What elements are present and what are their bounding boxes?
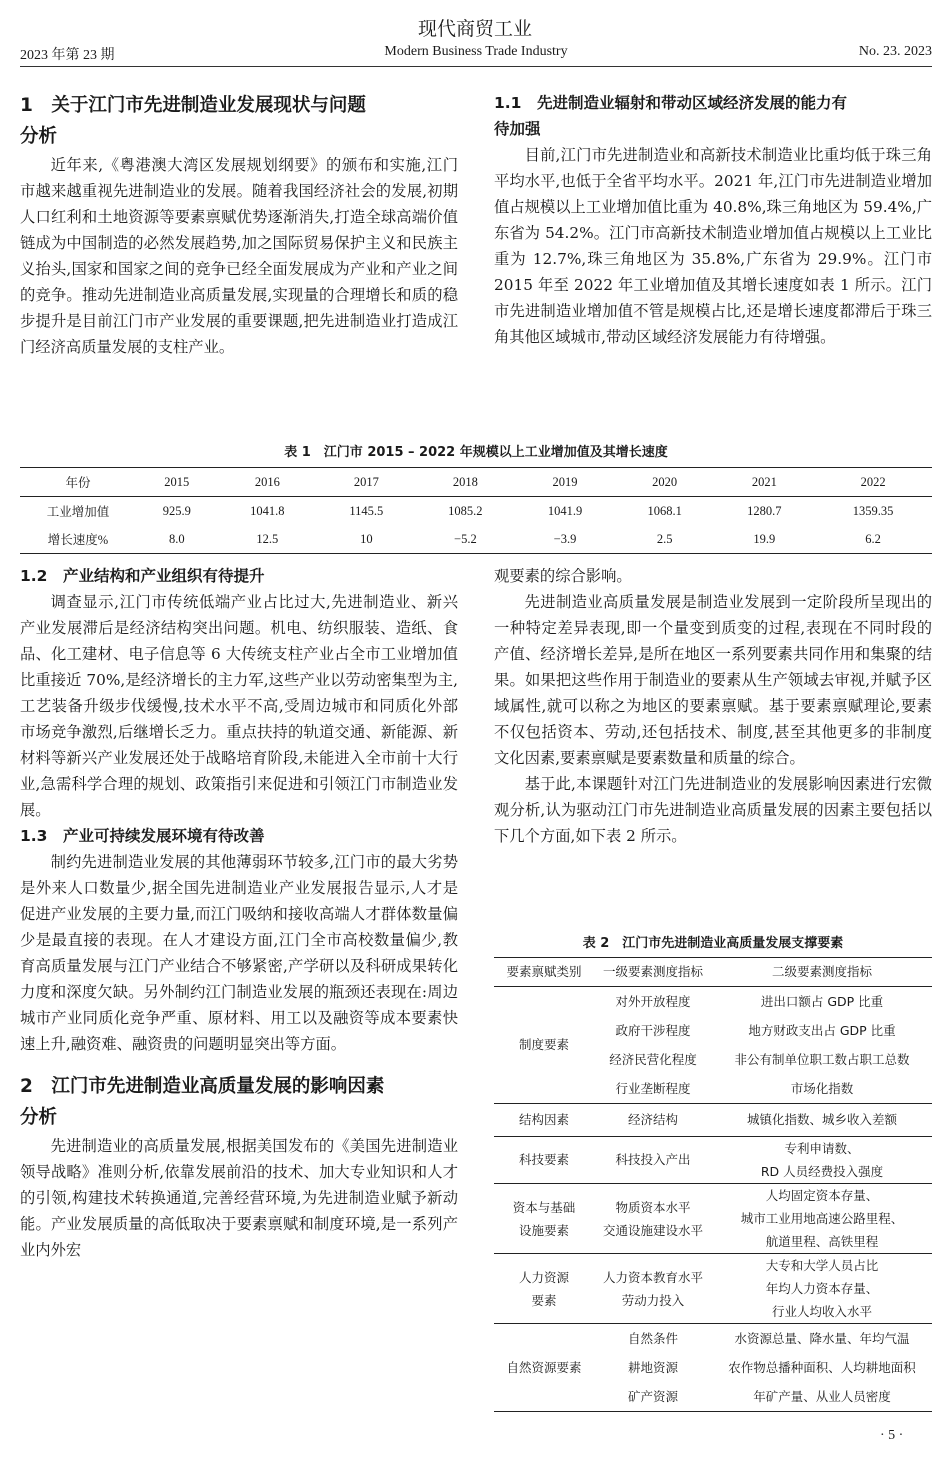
table-cell: 人力资本教育水平 劳动力投入 [594,1254,712,1324]
section-2-title: 2 江门市先进制造业高质量发展的影响因素 分析 [20,1076,385,1128]
table-header-cell: 2022 [814,468,932,497]
paragraph: 基于此,本课题针对江门先进制造业的发展影响因素进行宏微观分析,认为驱动江门市先进制造业高质量发展的因素主要包括以下几个方面,如下表 2 所示。 [494,775,932,845]
table-cell: 对外开放程度 政府干涉程度 经济民营化程度 行业垄断程度 [609,994,697,1096]
table-header-cell: 2017 [317,468,415,497]
table-cell: 水资源总量、降水量、年均气温 农作物总播种面积、人均耕地面积 年矿产量、从业人员密度 [712,1324,932,1412]
table-row [494,1104,932,1137]
table-cell: 925.9 [162,503,191,518]
table-2-caption: 表 2 江门市先进制造业高质量发展支撑要素 [582,936,844,951]
table-cell: 制度要素 [518,1037,569,1052]
table-row [494,1184,932,1254]
table-cell: −3.9 [515,525,615,554]
table-cell: 10 [317,525,415,554]
journal-english: Modern Business Trade Industry [384,44,568,59]
paragraph: 目前,江门市先进制造业和高新技术制造业比重均低于珠三角平均水平,也低于全省平均水平。2021 年,江门市先进制造业增加值占规模以上工业增加值比重为 40.8%,珠三角地区为 59.4%,广东省为 54.2%。江门市高新技术制造业增加值占规模以上工业比重为 12.7%,珠三角地区为 35.8%,广东省为 29.9%。江门市 2015 年至 2022 年工业增加值及其增长速度如表 1 所示。江门市先进制造业增加值不管是规模占比,还是增长速度都滞后于珠三角其他区域城市,带动区域经济发展能力有待增强。 [494,146,932,346]
issue-number: No. 23. 2023 [858,44,932,59]
table-cell: 增长速度% [20,525,136,554]
paragraph: 制约先进制造业发展的其他薄弱环节较多,江门市的最大劣势是外来人口数量少,据全国先进制造业产业发展报告显示,人才是促进产业发展的主要力量,而江门吸纳和接收高端人才群体数量偏少是最直接的表现。在人才建设方面,江门全市高校数量偏少,教育高质量发展与江门产业结合不够紧密,产学研以及科研成果转化力度和深度欠缺。另外制约江门制造业发展的瓶颈还表现在:周边城市产业同质化竞争严重、原材料、用工以及融资等成本要素快速上升,融资难、融资贵的问题明显突出等方面。 [20,853,458,1053]
table-cell: 6.2 [814,525,932,554]
table-cell: 12.5 [218,525,318,554]
table-cell: 8.0 [136,525,218,554]
header-rule [20,66,932,67]
table-cell: 1041.8 [250,503,285,518]
table-row [20,468,932,497]
section-1-title: 1 关于江门市先进制造业发展现状与问题 分析 [20,95,366,147]
table-cell: 1041.9 [547,503,583,518]
table-cell: 大专和大学人员占比 年均人力资本存量、 行业人均收入水平 [712,1254,932,1324]
table-row [20,525,932,554]
table-cell: 结构因素 [494,1104,594,1137]
table-cell: 人力资源 要素 [494,1254,594,1324]
table-header-cell: 2019 [515,468,615,497]
table-cell: 2.5 [615,525,715,554]
journal-title: 现代商贸工业 [417,18,532,40]
section-1-1-title: 1.1 先进制造业辐射和带动区域经济发展的能力有 待加强 [494,94,847,138]
table-cell: 专利申请数、 RD 人员经费投入强度 [712,1137,932,1184]
table-cell: 1085.2 [448,503,483,518]
table-header-cell: 2018 [416,468,516,497]
right-column-bottom [494,563,932,849]
section-1-2-title: 1.2 产业结构和产业组织有待提升 [20,567,265,585]
table-cell: 科技投入产出 [594,1137,712,1184]
table-cell: 19.9 [715,525,815,554]
table-cell: 1145.5 [349,503,384,518]
table-row [494,1324,932,1412]
issue-label: 2023 年第 23 期 [20,48,115,63]
paragraph: 观要素的综合影响。 [494,567,632,585]
running-header [20,44,932,66]
table-row [494,1254,932,1324]
table-cell: 工业增加值 [46,505,110,519]
paragraph: 近年来,《粤港澳大湾区发展规划纲要》的颁布和实施,江门市越来越重视先进制造业的发展。随着我国经济社会的发展,初期人口红利和土地资源等要素禀赋优势逐渐消失,打造全球高端价值链成为中国制造的必然发展趋势,加之国际贸易保护主义和民族主义抬头,国家和国家之间的竞争已经全面发展成为产业和产业之间的竞争。推动先进制造业高质量发展,实现量的合理增长和质的稳步提升是目前江门市产业发展的重要课题,把先进制造业打造成江门经济高质量发展的支柱产业。 [20,156,458,356]
table-row [494,987,932,1104]
table-cell: 自然资源要素 [494,1324,594,1412]
table-1-caption: 表 1 江门市 2015 – 2022 年规模以上工业增加值及其增长速度 [284,445,668,460]
table-header-cell: 一级要素测度指标 [594,958,712,987]
table-row [494,958,932,987]
table-cell: 资本与基础 设施要素 [494,1184,594,1254]
table-cell: 1359.35 [852,503,894,518]
table-cell: 人均固定资本存量、 城市工业用地高速公路里程、 航道里程、高铁里程 [712,1184,932,1254]
table-row [20,497,932,526]
table-cell: 1280.7 [747,503,782,518]
table-header-cell: 2015 [136,468,218,497]
table-cell: 进出口额占 GDP 比重 地方财政支出占 GDP 比重 非公有制单位职工数占职工总数 市场化指数 [734,994,910,1096]
paragraph: 先进制造业高质量发展是制造业发展到一定阶段所呈现出的一种特定差异表现,即一个量变到质变的过程,表现在不同时段的产值、经济增长差异,是所在地区一系列要素共同作用和集聚的结果。如果把这些作用于制造业的要素从生产领域去审视,并赋予区域属性,就可以称之为地区的要素禀赋。基于要素禀赋理论,要素不仅包括资本、劳动,还包括技术、制度,甚至其他更多的非制度文化因素,要素禀赋是要素数量和质量的综合。 [494,593,932,767]
table-1 [20,467,932,554]
paragraph: 调查显示,江门市传统低端产业占比过大,先进制造业、新兴产业发展滞后是经济结构突出问题。机电、纺织服装、造纸、食品、化工建材、电子信息等 6 大传统支柱产业占全市工业增加值比重接近 70%,是经济增长的主力军,这些产业以劳动密集型为主,工艺装备升级步伐缓慢,技术水平不高,受周边城市和同质化外部市场竞争激烈,后继增长乏力。重点扶持的轨道交通、新能源、新材料等新兴产业发展还处于战略培育阶段,未能进入全市前十大行业,急需科学合理的规划、政策指引来促进和引领江门市制造业发展。 [20,593,458,819]
table-header-cell: 要素禀赋类别 [494,958,594,987]
left-column-top [20,90,458,360]
table-header-cell: 年份 [20,468,136,497]
right-column-top [494,90,932,350]
table-cell: −5.2 [416,525,516,554]
table-cell: 1068.1 [647,503,682,518]
section-1-3-title: 1.3 产业可持续发展环境有待改善 [20,827,265,845]
table-header-cell: 2016 [218,468,318,497]
table-header-cell: 2021 [715,468,815,497]
table-header-cell: 二级要素测度指标 [712,958,932,987]
table-cell: 经济结构 [594,1104,712,1137]
table-cell: 城镇化指数、城乡收入差额 [712,1104,932,1137]
table-cell: 物质资本水平 交通设施建设水平 [594,1184,712,1254]
table-header-cell: 2020 [615,468,715,497]
left-column-bottom [20,563,458,1263]
table-row [494,1137,932,1184]
paragraph: 先进制造业的高质量发展,根据美国发布的《美国先进制造业领导战略》准则分析,依靠发展前沿的技术、加大专业知识和人才的引领,构建技术转换通道,完善经营环境,为先进制造业赋予新动能。产业发展质量的高低取决于要素禀赋和制度环境,是一系列产业内外宏 [20,1137,458,1259]
table-cell: 科技要素 [494,1137,594,1184]
page-number: · 5 · [880,1428,904,1443]
table-2 [494,957,932,1412]
table-cell: 自然条件 耕地资源 矿产资源 [594,1324,712,1412]
